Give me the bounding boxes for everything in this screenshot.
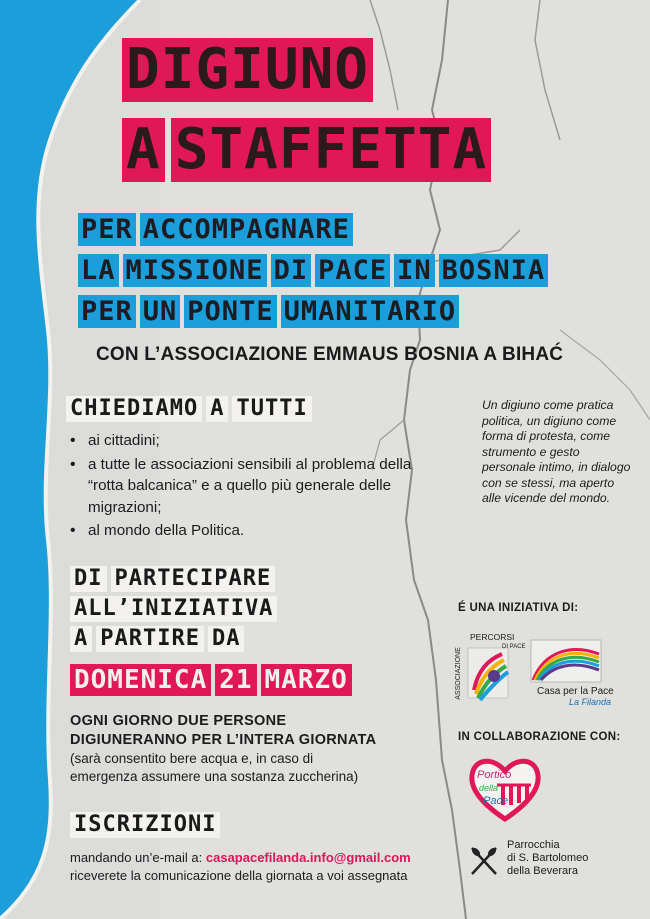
participate-word: ALL’INIZIATIVA	[70, 596, 277, 622]
percorsi-logo-top: PERCORSI	[470, 632, 515, 642]
purpose-word: ACCOMPAGNARE	[140, 213, 353, 246]
portico-logo-word-3: Pace	[483, 795, 509, 807]
email-line	[70, 850, 411, 865]
daily-note-1: (sarà consentito bere acqua e, in caso di	[70, 751, 314, 766]
purpose-word: PONTE	[184, 295, 276, 328]
purpose-word: UMANITARIO	[281, 295, 460, 328]
date-word: DOMENICA	[70, 664, 211, 696]
casa-logo-name: Casa per la Pace	[537, 686, 614, 697]
portico-logo-icon	[465, 755, 545, 823]
purpose-word: UN	[140, 295, 181, 328]
ask-word: TUTTI	[232, 396, 311, 422]
parish-name	[507, 839, 588, 878]
percorsi-logo-right: DI PACE	[502, 644, 526, 650]
purpose-word: BOSNIA	[439, 254, 549, 287]
email-link[interactable]: casapacefilanda.info@gmail.com	[205, 850, 411, 865]
purpose-word: MISSIONE	[123, 254, 267, 287]
participate-word: DI	[70, 566, 107, 592]
daily-line-1: OGNI GIORNO DUE PERSONE	[70, 713, 287, 729]
purpose-word: DI	[271, 254, 312, 287]
collab-label: IN COLLABORAZIONE CON:	[458, 731, 621, 743]
percorsi-di-pace-logo	[454, 630, 526, 705]
daily-note-2: emergenza assumere una sostanza zuccherina)	[70, 769, 359, 784]
parish-line-3: della Beverara	[507, 865, 578, 877]
purpose-word: PER	[78, 213, 136, 246]
quote-text: Un digiuno come pratica politica, un digiuno come forma di protesta, come strumento e gesto personale intimo, in dialogo con se stessi, ma aperto alle vicende del mondo.	[482, 398, 631, 505]
title-word-2: A	[122, 118, 165, 182]
daily-info	[70, 712, 470, 786]
participate-word: PARTIRE	[96, 626, 204, 652]
date-word: 21	[215, 664, 256, 696]
ask-list	[68, 430, 438, 544]
percorsi-logo-side: ASSOCIAZIONE	[454, 647, 462, 700]
parish-line-1: Parrocchia	[507, 839, 560, 851]
portico-logo-word-2: della	[479, 783, 499, 793]
wheat-cross-icon	[466, 842, 502, 878]
title-word-3: STAFFETTA	[171, 118, 491, 182]
date-word: MARZO	[261, 664, 352, 696]
list-item: • a tutte le associazioni sensibili al problema della “rotta balcanica” e a quello più generale delle migrazioni;	[68, 454, 438, 519]
ask-word: A	[206, 396, 228, 422]
purpose-word: IN	[394, 254, 435, 287]
list-item: • ai cittadini;	[68, 430, 438, 452]
casa-per-la-pace-logo	[525, 636, 614, 707]
title-word-1: DIGIUNO	[122, 38, 373, 102]
daily-line-2: DIGIUNERANNO PER L’INTERA GIORNATA	[70, 732, 377, 748]
initiative-label: É UNA INIZIATIVA DI:	[458, 602, 579, 614]
purpose-word: PER	[78, 295, 136, 328]
portico-della-pace-logo	[465, 755, 545, 823]
subtitle: CON L’ASSOCIAZIONE EMMAUS BOSNIA A BIHAĆ	[96, 344, 564, 365]
assign-text: riceverete la comunicazione della giornata a voi assegnata	[70, 868, 408, 883]
registration-word: ISCRIZIONI	[70, 812, 220, 838]
casa-logo-sub: La Filanda	[569, 697, 612, 707]
purpose-word: PACE	[315, 254, 390, 287]
purpose-word: LA	[78, 254, 119, 287]
casa-logo-icon	[525, 636, 607, 686]
email-prefix: mandando un’e-mail a:	[70, 850, 203, 865]
portico-logo-word-1: Portico	[477, 769, 512, 781]
participate-word: A	[70, 626, 92, 652]
ask-word: CHIEDIAMO	[66, 396, 202, 422]
participate-word: DA	[208, 626, 245, 652]
participate-word: PARTECIPARE	[111, 566, 276, 592]
list-item: • al mondo della Politica.	[68, 520, 438, 542]
parish-line-2: di S. Bartolomeo	[507, 852, 589, 864]
